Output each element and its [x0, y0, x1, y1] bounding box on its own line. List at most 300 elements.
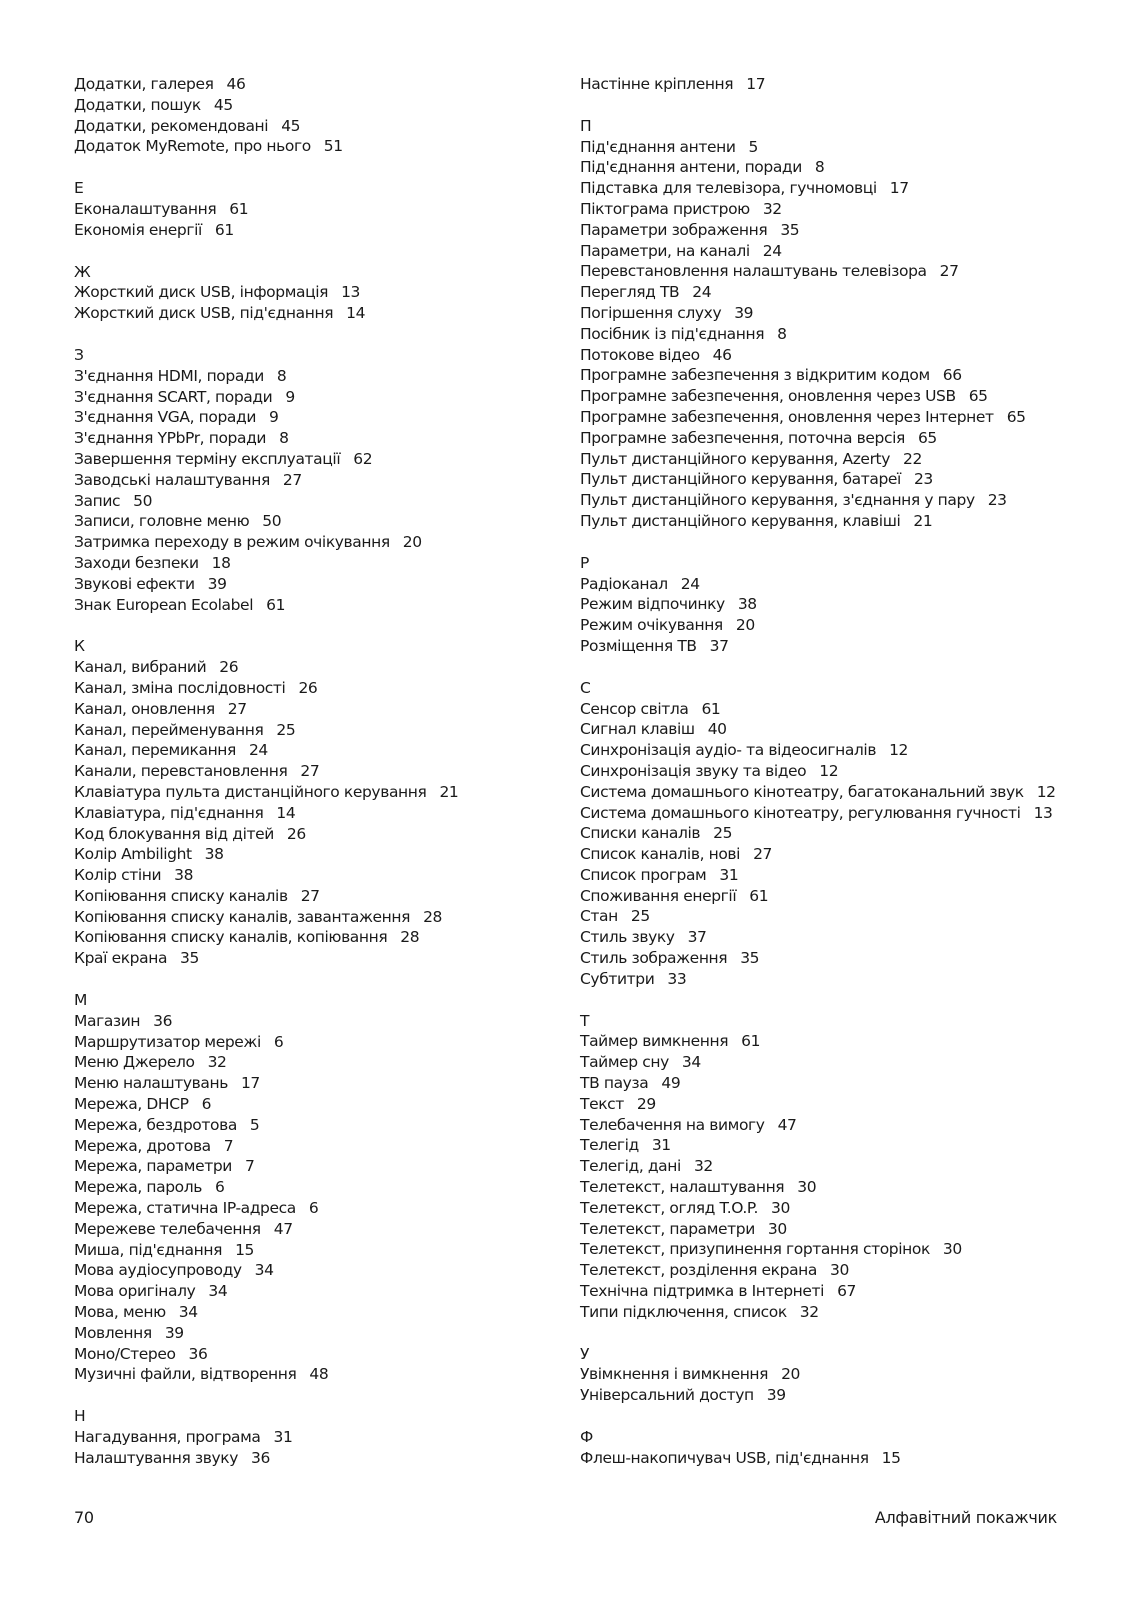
index-entry: [74, 1427, 544, 1448]
index-entry: [580, 927, 1100, 948]
entry-text: Телетекст, огляд T.O.P.: [580, 1198, 758, 1217]
entry-page-number: 9: [269, 408, 279, 427]
entry-page-number: 51: [323, 137, 343, 156]
index-section: [74, 636, 544, 969]
entry-text: Сигнал клавіш: [580, 720, 695, 739]
entry-text: Мережа, статична IP-адреса: [74, 1199, 296, 1218]
index-entry: [74, 136, 544, 157]
index-entry: [580, 740, 1100, 761]
entry-text: Піктограма пристрою: [580, 199, 750, 218]
entry-page-number: 34: [208, 1282, 228, 1301]
entry-text: З'єднання VGA, поради: [74, 408, 256, 427]
entry-page-number: 67: [837, 1282, 857, 1301]
index-entry: [74, 428, 544, 449]
index-section: [74, 990, 544, 1385]
entry-page-number: 12: [819, 761, 839, 780]
entry-text: Параметри, на каналі: [580, 241, 750, 260]
entry-text: Режим очікування: [580, 616, 723, 635]
index-entry: [74, 1448, 544, 1469]
entry-text: Додатки, галерея: [74, 75, 214, 93]
index-entry: [580, 699, 1100, 720]
entry-text: Споживання енергії: [580, 886, 737, 905]
index-entry: [580, 1198, 1100, 1219]
entry-text: Копіювання списку каналів, копіювання: [74, 928, 388, 947]
index-entry: [74, 449, 544, 470]
index-entry: [580, 886, 1100, 907]
entry-text: Запис: [74, 491, 121, 510]
entry-text: Увімкнення і вимкнення: [580, 1365, 769, 1384]
entry-page-number: 39: [734, 303, 754, 322]
entry-text: Телетекст, призупинення гортання сторінок: [580, 1240, 930, 1259]
section-letter: П: [580, 116, 592, 135]
entry-text: Колір Ambilight: [74, 845, 192, 864]
entry-page-number: 31: [719, 865, 739, 884]
index-section: [74, 178, 544, 240]
index-entry: [74, 595, 544, 616]
index-entry: [74, 824, 544, 845]
entry-text: Налаштування звуку: [74, 1448, 238, 1467]
index-entry: [580, 615, 1100, 636]
entry-page-number: 22: [903, 449, 922, 468]
index-section: [74, 1406, 544, 1468]
entry-text: Клавіатура, під'єднання: [74, 803, 264, 822]
index-entry: [74, 1032, 544, 1053]
entry-page-number: 38: [204, 845, 224, 864]
index-entry: [580, 865, 1100, 886]
entry-page-number: 17: [889, 179, 909, 198]
entry-text: Списки каналів: [580, 824, 701, 843]
entry-text: Режим відпочинку: [580, 595, 725, 614]
index-entry: [580, 137, 1100, 158]
index-entry: [580, 969, 1100, 990]
index-section: [580, 1344, 1100, 1406]
entry-text: Таймер сну: [580, 1053, 669, 1072]
entry-page-number: 30: [942, 1240, 962, 1259]
entry-text: Субтитри: [580, 969, 655, 988]
entry-text: Розміщення ТВ: [580, 636, 697, 655]
entry-page-number: 24: [692, 283, 712, 302]
index-entry: [580, 1302, 1100, 1323]
entry-page-number: 27: [282, 470, 302, 489]
entry-page-number: 61: [229, 199, 249, 218]
entry-page-number: 48: [309, 1365, 329, 1384]
index-entry: [580, 823, 1100, 844]
index-column-left: [74, 74, 544, 1490]
entry-text: Звукові ефекти: [74, 574, 195, 593]
entry-text: Мова, меню: [74, 1303, 166, 1322]
entry-page-number: 46: [226, 75, 246, 93]
entry-page-number: 39: [164, 1323, 184, 1342]
entry-page-number: 7: [223, 1136, 234, 1155]
entry-page-number: 31: [651, 1136, 671, 1155]
section-letter: К: [74, 637, 86, 656]
entry-text: Флеш-накопичувач USB, під'єднання: [580, 1448, 869, 1467]
entry-page-number: 26: [286, 824, 306, 843]
entry-page-number: 30: [830, 1261, 849, 1280]
entry-text: Маршрутизатор мережі: [74, 1032, 261, 1051]
index-entry: [580, 365, 1100, 386]
entry-text: Погіршення слуху: [580, 303, 722, 322]
entry-text: Мова аудіосупроводу: [74, 1261, 242, 1280]
entry-page-number: 27: [300, 886, 320, 905]
index-entry: [580, 1385, 1100, 1406]
section-letter: Ф: [580, 1428, 594, 1447]
index-entry: [580, 386, 1100, 407]
entry-page-number: 13: [341, 283, 361, 302]
entry-text: Система домашнього кінотеатру, багатоканальний звук: [580, 782, 1024, 801]
entry-page-number: 32: [799, 1302, 819, 1321]
entry-text: Система домашнього кінотеатру, регулювання гучності: [580, 803, 1021, 822]
index-entry: [74, 532, 544, 553]
index-entry: [74, 740, 544, 761]
index-section: [580, 74, 1100, 95]
index-entry: [580, 1073, 1100, 1094]
entry-page-number: 15: [235, 1240, 254, 1259]
index-entry: [74, 927, 544, 948]
index-entry: [580, 1281, 1100, 1302]
entry-text: З'єднання SCART, поради: [74, 387, 273, 406]
entry-page-number: 7: [244, 1157, 255, 1176]
entry-page-number: 6: [308, 1199, 319, 1218]
entry-text: Завершення терміну експлуатації: [74, 449, 341, 468]
section-letter: М: [74, 991, 88, 1010]
entry-page-number: 45: [281, 116, 301, 135]
entry-text: Типи підключення, список: [580, 1302, 787, 1321]
entry-text: Еконалаштування: [74, 199, 217, 218]
index-section: [74, 262, 544, 324]
entry-page-number: 37: [687, 928, 707, 947]
index-entry: [580, 241, 1100, 262]
entry-text: Колір стіни: [74, 866, 162, 885]
entry-page-number: 49: [661, 1074, 681, 1093]
entry-text: Пульт дистанційного керування, з'єднання у пару: [580, 491, 975, 510]
index-entry: [74, 1115, 544, 1136]
entry-text: Пульт дистанційного керування, клавіші: [580, 511, 901, 530]
entry-text: Мережа, DHCP: [74, 1095, 189, 1114]
index-entry: [580, 178, 1100, 199]
index-entry: [74, 886, 544, 907]
entry-page-number: 25: [713, 824, 733, 843]
index-entry: [74, 220, 544, 241]
entry-page-number: 65: [968, 387, 988, 406]
entry-text: Список програм: [580, 865, 707, 884]
entry-text: Канал, перемикання: [74, 741, 236, 760]
entry-text: Універсальний доступ: [580, 1386, 754, 1405]
entry-text: Під'єднання антени, поради: [580, 158, 802, 177]
entry-text: Мережа, параметри: [74, 1157, 232, 1176]
entry-text: Мережа, бездротова: [74, 1115, 237, 1134]
index-entry: [580, 428, 1100, 449]
entry-page-number: 27: [939, 262, 959, 281]
entry-text: Моно/Стерео: [74, 1344, 176, 1363]
entry-page-number: 17: [240, 1074, 260, 1093]
entry-page-number: 27: [300, 762, 320, 781]
entry-text: Канал, перейменування: [74, 720, 264, 739]
index-entry: [580, 345, 1100, 366]
index-entry: [580, 1260, 1100, 1281]
index-entry: [580, 803, 1100, 824]
index-entry: [580, 303, 1100, 324]
index-entry: [580, 1115, 1100, 1136]
index-entry: [74, 1094, 544, 1115]
entry-page-number: 61: [266, 595, 286, 614]
entry-text: Список каналів, нові: [580, 845, 741, 864]
entry-text: Телетекст, налаштування: [580, 1178, 785, 1197]
entry-text: Програмне забезпечення, поточна версія: [580, 428, 905, 447]
index-entry: [74, 1302, 544, 1323]
entry-text: Канал, зміна послідовності: [74, 678, 286, 697]
entry-text: Мова оригіналу: [74, 1282, 196, 1301]
entry-text: Технічна підтримка в Інтернеті: [580, 1282, 825, 1301]
entry-text: Параметри зображення: [580, 220, 768, 239]
index-entry: [74, 1260, 544, 1281]
entry-text: Стан: [580, 907, 618, 926]
entry-text: Код блокування від дітей: [74, 824, 274, 843]
index-entry: [74, 511, 544, 532]
entry-page-number: 17: [746, 75, 766, 93]
index-entry: [74, 1240, 544, 1261]
index-entry: [74, 303, 544, 324]
index-entry: [74, 116, 544, 137]
index-entry: [580, 574, 1100, 595]
entry-page-number: 5: [249, 1115, 260, 1134]
section-letter: Н: [74, 1407, 86, 1426]
entry-page-number: 23: [987, 491, 1007, 510]
index-entry: [74, 470, 544, 491]
entry-text: Канали, перевстановлення: [74, 762, 288, 781]
entry-page-number: 24: [762, 241, 782, 260]
entry-page-number: 65: [917, 428, 937, 447]
entry-text: З'єднання YPbPr, поради: [74, 429, 267, 448]
section-letter: Т: [580, 1011, 590, 1030]
index-entry: [74, 199, 544, 220]
entry-text: Мережа, дротова: [74, 1136, 211, 1155]
index-entry: [580, 1052, 1100, 1073]
entry-text: Сенсор світла: [580, 699, 689, 718]
footer-title: Алфавітний покажчик: [874, 1508, 1057, 1527]
entry-page-number: 34: [681, 1053, 701, 1072]
index-entry: [580, 407, 1100, 428]
index-entry: [74, 865, 544, 886]
section-letter: Ж: [74, 262, 91, 281]
entry-text: Телегід: [580, 1136, 639, 1155]
entry-page-number: 8: [777, 324, 787, 343]
entry-text: Програмне забезпечення, оновлення через USB: [580, 387, 956, 406]
entry-text: Телебачення на вимогу: [580, 1115, 765, 1134]
index-entry: [580, 782, 1100, 803]
entry-page-number: 35: [180, 949, 199, 968]
index-entry: [74, 74, 544, 95]
entry-page-number: 23: [913, 470, 933, 489]
index-entry: [580, 1239, 1100, 1260]
entry-text: Затримка переходу в режим очікування: [74, 533, 390, 552]
index-entry: [74, 491, 544, 512]
entry-page-number: 6: [201, 1095, 212, 1114]
index-entry: [580, 157, 1100, 178]
entry-page-number: 47: [273, 1219, 293, 1238]
index-entry: [580, 74, 1100, 95]
index-entry: [580, 1448, 1100, 1469]
entry-page-number: 13: [1033, 803, 1053, 822]
index-entry: [580, 511, 1100, 532]
index-entry: [74, 387, 544, 408]
entry-page-number: 14: [276, 803, 296, 822]
entry-page-number: 36: [153, 1011, 173, 1030]
entry-page-number: 28: [400, 928, 420, 947]
index-entry: [580, 449, 1100, 470]
entry-text: Стиль зображення: [580, 949, 728, 968]
entry-page-number: 8: [814, 158, 825, 177]
index-entry: [74, 407, 544, 428]
index-entry: [74, 720, 544, 741]
entry-page-number: 20: [402, 533, 422, 552]
entry-text: Посібник із під'єднання: [580, 324, 765, 343]
entry-text: Перегляд ТВ: [580, 283, 680, 302]
index-entry: [74, 1052, 544, 1073]
entry-page-number: 39: [207, 574, 227, 593]
entry-text: Миша, під'єднання: [74, 1240, 223, 1259]
index-entry: [580, 1219, 1100, 1240]
entry-text: Під'єднання антени: [580, 137, 736, 156]
section-letter: Р: [580, 553, 590, 572]
entry-text: З'єднання HDMI, поради: [74, 366, 264, 385]
entry-page-number: 38: [174, 866, 194, 885]
entry-text: Записи, головне меню: [74, 512, 250, 531]
entry-page-number: 31: [273, 1428, 293, 1447]
index-entry: [74, 1281, 544, 1302]
index-entry: [580, 1031, 1100, 1052]
entry-page-number: 26: [219, 658, 239, 677]
entry-page-number: 26: [298, 678, 318, 697]
entry-page-number: 25: [276, 720, 296, 739]
index-entry: [580, 261, 1100, 282]
entry-page-number: 25: [630, 907, 650, 926]
entry-text: Канал, оновлення: [74, 699, 215, 718]
entry-page-number: 61: [741, 1032, 761, 1051]
entry-page-number: 66: [942, 366, 962, 385]
entry-text: Нагадування, програма: [74, 1428, 261, 1447]
entry-text: Пульт дистанційного керування, Azerty: [580, 449, 890, 468]
entry-page-number: 6: [215, 1178, 225, 1197]
index-section: [580, 1427, 1100, 1469]
entry-page-number: 8: [279, 429, 289, 448]
index-entry: [74, 1156, 544, 1177]
index-entry: [580, 719, 1100, 740]
entry-page-number: 50: [262, 512, 282, 531]
entry-text: Мовлення: [74, 1323, 152, 1342]
section-letter: Е: [74, 179, 84, 198]
index-entry: [580, 1364, 1100, 1385]
entry-text: Копіювання списку каналів, завантаження: [74, 907, 411, 926]
entry-page-number: 32: [693, 1157, 713, 1176]
entry-page-number: 36: [188, 1344, 208, 1363]
entry-page-number: 20: [781, 1365, 801, 1384]
entry-page-number: 38: [737, 595, 757, 614]
entry-text: Потокове відео: [580, 345, 700, 364]
entry-text: Радіоканал: [580, 574, 668, 593]
entry-page-number: 24: [680, 574, 700, 593]
entry-page-number: 40: [707, 720, 727, 739]
index-entry: [74, 844, 544, 865]
entry-page-number: 8: [276, 366, 287, 385]
page-number: 70: [74, 1508, 94, 1527]
index-entry: [74, 366, 544, 387]
entry-text: Телегід, дані: [580, 1157, 681, 1176]
index-entry: [580, 490, 1100, 511]
entry-page-number: 27: [753, 845, 773, 864]
entry-page-number: 32: [762, 199, 782, 218]
index-section: [580, 116, 1100, 532]
entry-text: Додаток MyRemote, про нього: [74, 137, 311, 156]
index-entry: [580, 948, 1100, 969]
entry-text: Знак European Ecolabel: [74, 595, 254, 614]
entry-page-number: 15: [881, 1448, 901, 1467]
index-entry: [580, 220, 1100, 241]
index-entry: [580, 844, 1100, 865]
entry-text: Текст: [580, 1094, 624, 1113]
index-section: [580, 1011, 1100, 1323]
index-entry: [74, 282, 544, 303]
entry-text: Жорсткий диск USB, під'єднання: [74, 304, 334, 323]
entry-page-number: 27: [227, 699, 247, 718]
entry-page-number: 33: [667, 969, 687, 988]
entry-page-number: 47: [777, 1115, 797, 1134]
index-section: [74, 345, 544, 615]
entry-text: Таймер вимкнення: [580, 1032, 729, 1051]
entry-text: Краї екрана: [74, 949, 168, 968]
entry-page-number: 45: [213, 95, 233, 114]
entry-text: Додатки, рекомендовані: [74, 116, 269, 135]
index-entry: [74, 95, 544, 116]
entry-page-number: 61: [701, 699, 721, 718]
entry-text: Копіювання списку каналів: [74, 886, 288, 905]
index-entry: [74, 553, 544, 574]
entry-text: Телетекст, параметри: [580, 1219, 755, 1238]
entry-page-number: 28: [423, 907, 443, 926]
entry-text: Синхронізація аудіо- та відеосигналів: [580, 741, 877, 760]
index-entry: [74, 1219, 544, 1240]
index-section: [580, 678, 1100, 990]
entry-page-number: 30: [767, 1219, 787, 1238]
index-entry: [74, 948, 544, 969]
entry-text: Канал, вибраний: [74, 658, 207, 677]
entry-text: Синхронізація звуку та відео: [580, 761, 807, 780]
entry-page-number: 24: [248, 741, 268, 760]
entry-page-number: 62: [353, 449, 373, 468]
entry-text: Музичні файли, відтворення: [74, 1365, 297, 1384]
entry-page-number: 5: [748, 137, 758, 156]
index-entry: [74, 574, 544, 595]
index-entry: [580, 1156, 1100, 1177]
index-entry: [580, 761, 1100, 782]
index-entry: [580, 906, 1100, 927]
entry-text: Стиль звуку: [580, 928, 675, 947]
entry-page-number: 65: [1006, 407, 1026, 426]
entry-text: Додатки, пошук: [74, 95, 201, 114]
index-entry: [74, 678, 544, 699]
entry-page-number: 30: [797, 1178, 817, 1197]
entry-page-number: 12: [1036, 782, 1056, 801]
index-entry: [580, 594, 1100, 615]
entry-text: Програмне забезпечення, оновлення через Інтернет: [580, 407, 994, 426]
index-entry: [580, 636, 1100, 657]
index-entry: [74, 907, 544, 928]
entry-page-number: 34: [178, 1303, 198, 1322]
entry-text: Мережа, пароль: [74, 1178, 202, 1197]
entry-page-number: 50: [133, 491, 153, 510]
entry-text: Заходи безпеки: [74, 553, 199, 572]
index-entry: [580, 324, 1100, 345]
